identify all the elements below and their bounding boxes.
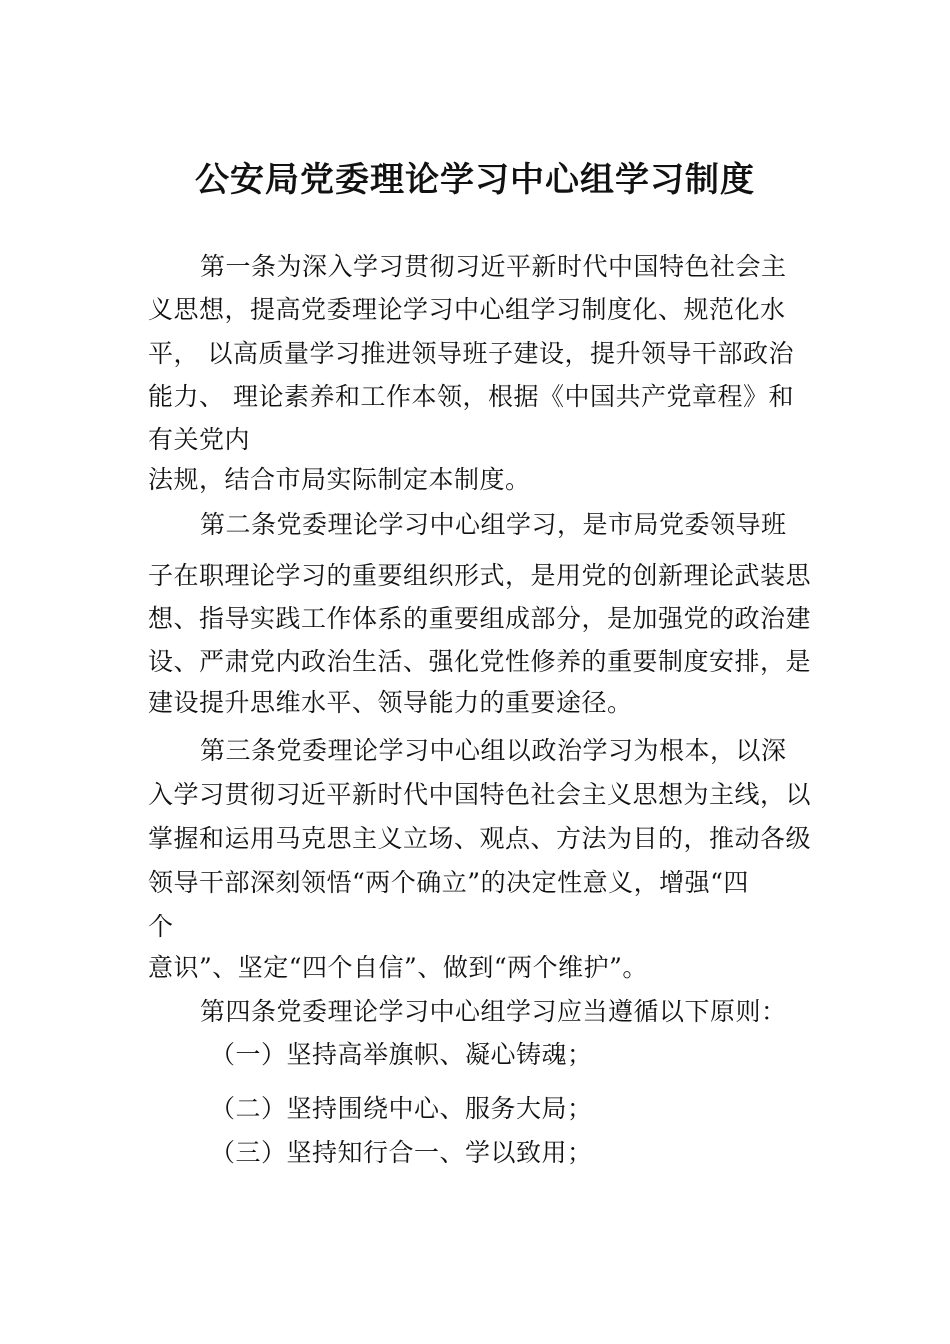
article-2-line-5: 建设提升思维水平、领导能力的重要途径。 (148, 688, 633, 717)
article-3-line-5: 个 (148, 912, 174, 941)
principle-item-2: （二）坚持围绕中心、服务大局； (210, 1094, 593, 1123)
article-2-line-3: 想、指导实践工作体系的重要组成部分，是加强党的政治建 (148, 604, 812, 633)
document-title: 公安局党委理论学习中心组学习制度 (195, 160, 755, 200)
article-1-line-5: 有关党内 (148, 425, 251, 454)
article-1-line-4: 能力、 理论素养和工作本领，根据《中国共产党章程》和 (148, 382, 794, 411)
principle-item-3: （三）坚持知行合一、学以致用； (210, 1138, 593, 1167)
principle-item-1: （一）坚持高举旗帜、凝心铸魂； (210, 1040, 593, 1069)
article-3-line-3: 掌握和运用马克思主义立场、观点、方法为目的，推动各级 (148, 824, 812, 853)
article-3-line-4: 领导干部深刻领悟“两个确立”的决定性意义，增强“四 (148, 868, 749, 897)
article-3-line-6: 意识”、坚定“四个自信”、做到“两个维护”。 (148, 953, 648, 982)
article-1-line-2: 义思想，提高党委理论学习中心组学习制度化、规范化水 (148, 295, 786, 324)
article-1-line-3: 平， 以高质量学习推进领导班子建设，提升领导干部政治 (148, 339, 794, 368)
article-4-line-1: 第四条党委理论学习中心组学习应当遵循以下原则： (200, 997, 787, 1026)
article-2-line-4: 设、严肃党内政治生活、强化党性修养的重要制度安排，是 (148, 647, 812, 676)
article-3-line-2: 入学习贯彻习近平新时代中国特色社会主义思想为主线，以 (148, 780, 812, 809)
article-3-line-1: 第三条党委理论学习中心组以政治学习为根本，以深 (200, 736, 787, 765)
article-1-line-6: 法规，结合市局实际制定本制度。 (148, 465, 531, 494)
article-2-line-1: 第二条党委理论学习中心组学习，是市局党委领导班 (200, 510, 787, 539)
article-2-line-2: 子在职理论学习的重要组织形式，是用党的创新理论武装思 (148, 561, 812, 590)
article-1-line-1: 第一条为深入学习贯彻习近平新时代中国特色社会主 (200, 252, 787, 281)
